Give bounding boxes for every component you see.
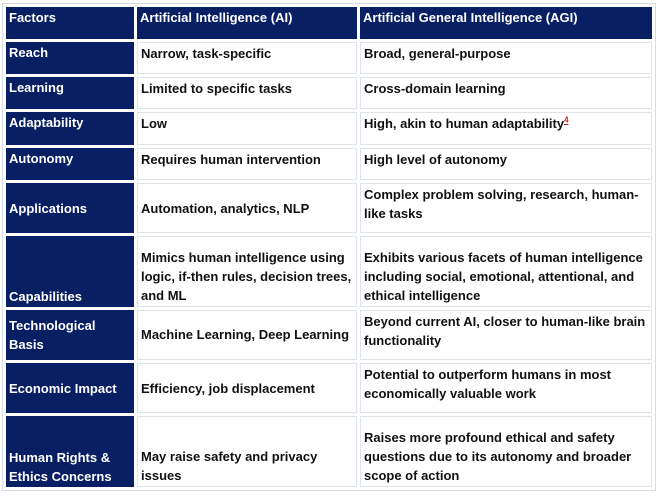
agi-cell	[360, 112, 652, 144]
ai-cell: Low	[137, 112, 357, 144]
table-header-row	[6, 7, 652, 39]
table-row	[6, 363, 652, 413]
agi-cell: Cross-domain learning	[360, 77, 652, 109]
ai-cell: Mimics human intelligence using logic, if-then rules, decision trees, and ML	[137, 236, 357, 307]
agi-cell: High level of autonomy	[360, 148, 652, 180]
agi-cell-text: High, akin to human adaptability	[364, 116, 565, 132]
ai-cell: Automation, analytics, NLP	[137, 183, 357, 233]
table-row	[6, 42, 652, 74]
table-row	[6, 310, 652, 360]
table-row	[6, 236, 652, 307]
table-row	[6, 183, 652, 233]
factor-label: Learning	[6, 77, 134, 109]
agi-cell: Potential to outperform humans in most economically valuable work	[360, 363, 652, 413]
factor-label: Technological Basis	[6, 310, 134, 360]
ai-cell: Requires human intervention	[137, 148, 357, 180]
agi-cell: Broad, general-purpose	[360, 42, 652, 74]
factor-label: Capabilities	[6, 236, 134, 307]
header-agi: Artificial General Intelligence (AGI)	[360, 7, 652, 39]
table-row	[6, 416, 652, 487]
agi-cell: Complex problem solving, research, human-like tasks	[360, 183, 652, 233]
ai-cell: Machine Learning, Deep Learning	[137, 310, 357, 360]
agi-cell: Raises more profound ethical and safety questions due to its autonomy and broader scope of action	[360, 416, 652, 487]
table-row	[6, 148, 652, 180]
ai-cell: Narrow, task-specific	[137, 42, 357, 74]
factor-label: Applications	[6, 183, 134, 233]
header-ai: Artificial Intelligence (AI)	[137, 7, 357, 39]
table-row	[6, 77, 652, 109]
factor-label: Human Rights & Ethics Concerns	[6, 416, 134, 487]
table-row	[6, 112, 652, 144]
agi-cell: Exhibits various facets of human intelligence including social, emotional, attentional, and ethical intelligence	[360, 236, 652, 307]
ai-vs-agi-table	[2, 3, 656, 491]
agi-cell: Beyond current AI, closer to human-like brain functionality	[360, 310, 652, 360]
header-factors: Factors	[6, 7, 134, 39]
factor-label: Adaptability	[6, 112, 134, 144]
factor-label: Reach	[6, 42, 134, 74]
factor-label: Autonomy	[6, 148, 134, 180]
factor-label: Economic Impact	[6, 363, 134, 413]
footnote-link[interactable]: 4	[564, 116, 569, 126]
ai-cell: Efficiency, job displacement	[137, 363, 357, 413]
ai-cell: Limited to specific tasks	[137, 77, 357, 109]
ai-cell: May raise safety and privacy issues	[137, 416, 357, 487]
